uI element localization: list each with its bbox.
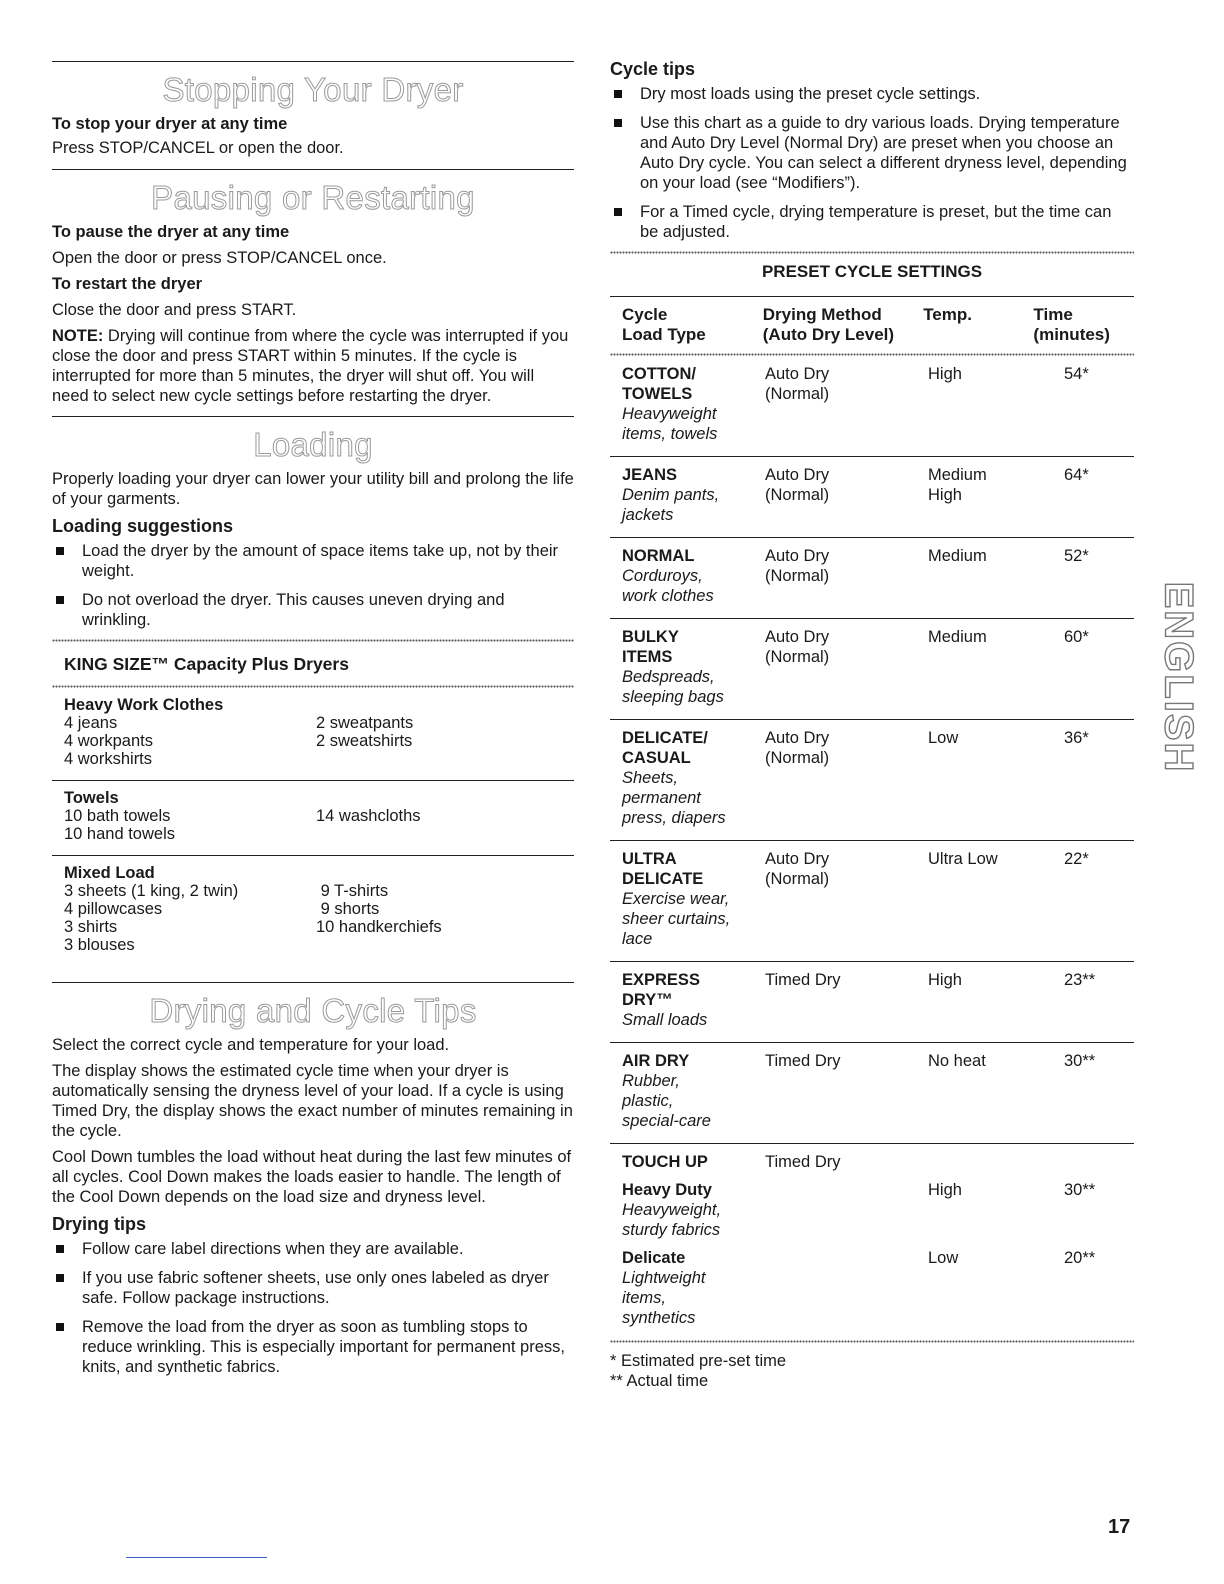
table-cell: 10 handkerchiefs	[316, 918, 442, 936]
list-item: Follow care label directions when they are available.	[52, 1239, 574, 1259]
load-type: Sheets, permanent press, diapers	[622, 769, 726, 827]
loading-bullets	[52, 541, 574, 630]
time: 60*	[1064, 628, 1089, 646]
table-cell: 9 shorts	[316, 900, 380, 918]
list-item: Remove the load from the dryer as soon as tumbling stops to reduce wrinkling. This is especially important for permanent press, knits, and synthetic fabrics.	[52, 1317, 574, 1377]
time: 64*	[1064, 466, 1089, 484]
load-type: Lightweight items, synthetics	[622, 1269, 706, 1327]
pausing-title: Pausing or Restarting	[151, 179, 475, 216]
time: 36*	[1064, 729, 1089, 747]
table-cell: 10 bath towels	[64, 807, 171, 825]
temp: Ultra Low	[928, 850, 998, 868]
drying-title: Drying and Cycle Tips	[149, 992, 477, 1029]
footnote-estimated: * Estimated pre-set time	[610, 1352, 787, 1370]
preset-table-body	[610, 356, 1134, 1144]
temp: Medium High	[928, 466, 987, 504]
table-cell: 3 sheets (1 king, 2 twin)	[64, 882, 239, 900]
preset-table-header	[610, 297, 1134, 353]
temp: High	[928, 365, 962, 383]
list-item: Load the dryer by the amount of space items take up, not by their weight.	[52, 541, 574, 581]
time: 30**	[1064, 1181, 1096, 1199]
stopping-subhead: To stop your dryer at any time	[52, 115, 288, 133]
pause-text: Open the door or press STOP/CANCEL once.	[52, 249, 387, 267]
header-drying-method: Drying Method	[762, 305, 882, 324]
list-item: Dry most loads using the preset cycle settings.	[610, 84, 1134, 104]
note-label: NOTE:	[52, 327, 104, 345]
table-row	[610, 619, 1134, 719]
cycle-name: ULTRA DELICATE	[622, 850, 704, 888]
table-row	[610, 1144, 1134, 1176]
header-minutes: (minutes)	[1033, 325, 1110, 344]
right-column	[610, 0, 1134, 1391]
table-cell: 14 washcloths	[316, 807, 421, 825]
section-rule	[52, 416, 574, 417]
group-title: Mixed Load	[64, 864, 155, 882]
table-row	[610, 1043, 1134, 1143]
table-cell: 2 sweatshirts	[316, 732, 413, 750]
section-rule	[52, 982, 574, 983]
language-tab-label: ENGLISH	[1156, 581, 1201, 773]
table-cell: 4 pillowcases	[64, 900, 163, 918]
restart-text: Close the door and press START.	[52, 301, 297, 319]
table-cell: 3 blouses	[64, 936, 135, 954]
list-item: For a Timed cycle, drying temperature is preset, but the time can be adjusted.	[610, 202, 1134, 242]
header-time: Time	[1033, 305, 1073, 324]
king-size-group	[52, 688, 574, 780]
drying-method: Auto Dry (Normal)	[765, 729, 830, 767]
cycle-name: AIR DRY	[622, 1052, 690, 1070]
loading-intro: Properly loading your dryer can lower your utility bill and prolong the life of your garments.	[52, 470, 574, 508]
cycle-tips-list	[610, 84, 1134, 242]
table-row	[610, 841, 1134, 961]
table-cell: 9 T-shirts	[316, 882, 389, 900]
temp: Medium	[928, 628, 987, 646]
load-type: Heavyweight items, towels	[622, 405, 718, 443]
time: 20**	[1064, 1249, 1096, 1267]
header-load-type: Load Type	[622, 325, 706, 344]
load-type: Bedspreads, sleeping bags	[622, 668, 724, 706]
table-row	[610, 457, 1134, 537]
cycle-name: NORMAL	[622, 547, 695, 565]
cycle-subname: Delicate	[622, 1249, 686, 1267]
temp: No heat	[928, 1052, 986, 1070]
drying-method: Timed Dry	[765, 971, 841, 989]
cycle-name: DELICATE/ CASUAL	[622, 729, 708, 767]
drying-tips-list	[52, 1239, 574, 1377]
drying-p2: The display shows the estimated cycle time when your dryer is automatically sensing the dryness level of your load. If a cycle is using Timed Dry, the display shows the exact number of minutes remaining in the cycle.	[52, 1062, 573, 1140]
drying-p3: Cool Down tumbles the load without heat during the last few minutes of all cycles. Cool Down makes the loads easier to handle. The length of the Cool Down depends on the load size and dryness level.	[52, 1148, 572, 1206]
drying-method: Timed Dry	[765, 1052, 841, 1070]
temp: Medium	[928, 547, 987, 565]
list-item: Do not overload the dryer. This causes uneven drying and wrinkling.	[52, 590, 574, 630]
load-type: Exercise wear, sheer curtains, lace	[622, 890, 731, 948]
temp: High	[928, 971, 962, 989]
page-number: 17	[1108, 1516, 1131, 1538]
list-item: Use this chart as a guide to dry various loads. Drying temperature and Auto Dry Level (Normal Dry) are preset when you choose an Auto Dry cycle. You can select a different dryness level, depending on your load (see “Modifiers”).	[610, 113, 1134, 193]
loading-suggestions-head: Loading suggestions	[52, 516, 234, 536]
drying-method: Auto Dry (Normal)	[765, 628, 830, 666]
load-type: Rubber, plastic, special-care	[622, 1072, 711, 1130]
king-size-group	[52, 781, 574, 855]
note-text: Drying will continue from where the cycle was interrupted if you close the door and press START within 5 minutes. If the cycle is interrupted for more than 5 minutes, the dryer will shut off. You will need to select new cycle settings before restarting the dryer.	[52, 327, 569, 405]
table-cell: 4 jeans	[64, 714, 118, 732]
footnote-actual: ** Actual time	[610, 1372, 709, 1390]
pause-subhead: To pause the dryer at any time	[52, 223, 290, 241]
left-column	[52, 0, 574, 1386]
drying-method: Auto Dry (Normal)	[765, 547, 830, 585]
language-tab	[1156, 566, 1201, 788]
bottom-link-underline	[126, 1557, 267, 1558]
time: 23**	[1064, 971, 1096, 989]
section-rule	[52, 169, 574, 170]
table-cell: 4 workpants	[64, 732, 153, 750]
temp: High	[928, 1181, 962, 1199]
cycle-name: COTTON/ TOWELS	[622, 365, 696, 403]
table-row	[610, 962, 1134, 1042]
section-rule	[52, 61, 574, 62]
preset-table-title: PRESET CYCLE SETTINGS	[761, 262, 983, 281]
drying-method: Timed Dry	[765, 1153, 841, 1171]
drying-p1: Select the correct cycle and temperature for your load.	[52, 1036, 450, 1054]
drying-tips-head: Drying tips	[52, 1214, 147, 1234]
load-type: Denim pants, jackets	[622, 486, 720, 524]
table-row	[610, 1176, 1134, 1244]
table-row	[610, 1244, 1134, 1340]
drying-method: Auto Dry (Normal)	[765, 850, 830, 888]
cycle-name: EXPRESS DRY™	[622, 971, 700, 1009]
cycle-name: JEANS	[622, 466, 678, 484]
note-paragraph	[52, 326, 574, 406]
cycle-name: BULKY ITEMS	[622, 628, 679, 666]
drying-method: Auto Dry (Normal)	[765, 466, 830, 504]
load-type: Small loads	[622, 1011, 708, 1029]
restart-subhead: To restart the dryer	[52, 275, 203, 293]
table-cell: 10 hand towels	[64, 825, 175, 843]
load-type: Heavyweight, sturdy fabrics	[622, 1201, 722, 1239]
table-row	[610, 720, 1134, 840]
header-temp: Temp.	[923, 305, 972, 324]
loading-title: Loading	[253, 426, 373, 463]
stopping-text: Press STOP/CANCEL or open the door.	[52, 139, 344, 157]
table-row	[610, 538, 1134, 618]
table-cell: 4 workshirts	[64, 750, 153, 768]
king-size-group	[52, 856, 574, 966]
stopping-title: Stopping Your Dryer	[162, 71, 464, 108]
temp: Low	[928, 1249, 959, 1267]
header-auto-dry-level: (Auto Dry Level)	[762, 325, 895, 344]
time: 54*	[1064, 365, 1089, 383]
list-item: If you use fabric softener sheets, use only ones labeled as dryer safe. Follow package instructions.	[52, 1268, 574, 1308]
time: 22*	[1064, 850, 1089, 868]
cycle-name: TOUCH UP	[622, 1153, 708, 1171]
time: 52*	[1064, 547, 1089, 565]
group-title: Heavy Work Clothes	[64, 696, 224, 714]
header-cycle: Cycle	[622, 305, 668, 324]
cycle-subname: Heavy Duty	[622, 1181, 712, 1199]
table-cell: 3 shirts	[64, 918, 118, 936]
time: 30**	[1064, 1052, 1096, 1070]
load-type: Corduroys, work clothes	[622, 567, 714, 605]
king-size-table-title: KING SIZE™ Capacity Plus Dryers	[64, 654, 349, 674]
temp: Low	[928, 729, 959, 747]
table-cell: 2 sweatpants	[316, 714, 414, 732]
table-row	[610, 356, 1134, 456]
group-title: Towels	[64, 789, 119, 807]
cycle-tips-head: Cycle tips	[610, 59, 696, 79]
drying-method: Auto Dry (Normal)	[765, 365, 830, 403]
